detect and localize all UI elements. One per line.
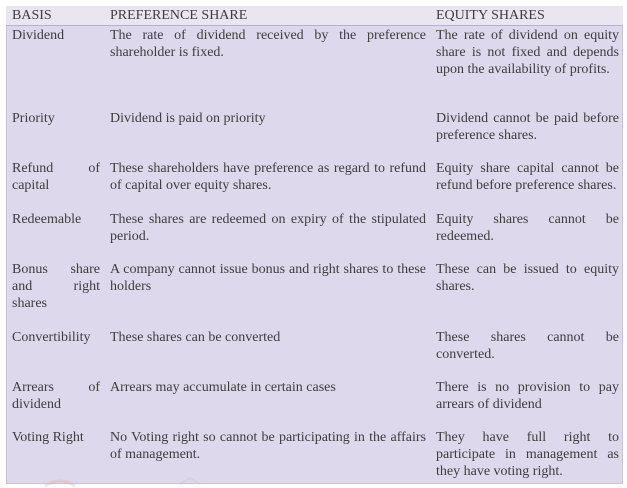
comparison-table <box>6 6 623 480</box>
equity-cell: They have full right to participate in management as they have voting right. <box>436 430 619 479</box>
table-row <box>6 428 623 480</box>
preference-cell: A company cannot issue bonus and right shares to these holders <box>110 262 426 294</box>
header-equity-shares: EQUITY SHARES <box>430 6 623 25</box>
table-row <box>6 210 623 260</box>
table-row <box>6 159 623 210</box>
basis-cell: Redeemable <box>12 212 82 227</box>
table-row <box>6 378 623 428</box>
preference-cell: No Voting right so cannot be participating in the affairs of management. <box>110 430 426 462</box>
basis-cell: Arrears of dividend <box>12 380 100 412</box>
basis-cell: Convertibility <box>12 330 91 345</box>
equity-cell: These can be issued to equity shares. <box>436 262 619 294</box>
basis-cell: Dividend <box>12 27 65 43</box>
basis-cell: Voting Right <box>12 430 84 445</box>
basis-cell: Priority <box>12 111 55 126</box>
watermark-fragment-icon <box>40 474 240 488</box>
header-row <box>6 6 623 25</box>
equity-cell: Dividend cannot be paid before preference shares. <box>436 111 619 143</box>
header-preference-share: PREFERENCE SHARE <box>104 6 430 25</box>
equity-cell: These shares cannot be converted. <box>436 330 619 362</box>
table-row <box>6 260 623 328</box>
header-basis: BASIS <box>6 6 104 25</box>
preference-cell: Dividend is paid on priority <box>110 111 266 126</box>
equity-cell: There is no provision to pay arrears of dividend <box>436 380 619 412</box>
preference-cell: The rate of dividend received by the preference shareholder is fixed. <box>110 27 426 60</box>
table-row <box>6 109 623 159</box>
equity-cell: Equity share capital cannot be refund before preference shares. <box>436 161 619 193</box>
preference-cell: These shareholders have preference as regard to refund of capital over equity shares. <box>110 161 426 193</box>
equity-cell: Equity shares cannot be redeemed. <box>436 212 619 244</box>
preference-cell: Arrears may accumulate in certain cases <box>110 380 336 395</box>
preference-cell: These shares can be converted <box>110 330 281 345</box>
preference-cell: These shares are redeemed on expiry of the stipulated period. <box>110 212 426 244</box>
table-row <box>6 328 623 378</box>
basis-cell: Refund of capital <box>12 161 100 193</box>
equity-cell: The rate of dividend on equity share is not fixed and depends upon the availability of profits. <box>436 27 619 77</box>
basis-cell: Bonus share and right shares <box>12 262 100 311</box>
table-row <box>6 25 623 109</box>
